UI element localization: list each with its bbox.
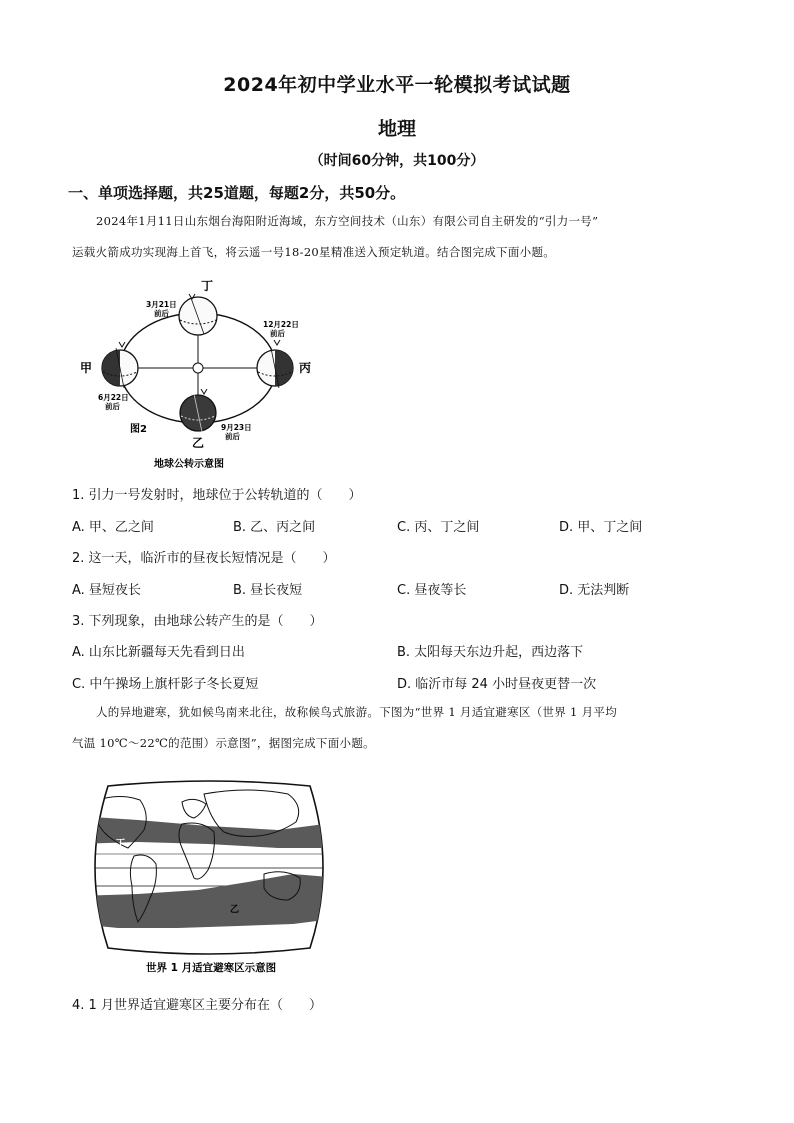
earth-yi-icon	[180, 389, 216, 432]
question-3-stem: 3. 下列现象，由地球公转产生的是（ ）	[72, 614, 323, 629]
earth-ding-icon	[179, 294, 217, 335]
passage-1-line-2: 运载火箭成功实现海上首飞，将云遥一号18-20星精准送入预定轨道。结合图完成下面小题。	[72, 245, 556, 259]
earth-jia-icon	[102, 342, 138, 390]
question-2-option-d[interactable]: D. 无法判断	[559, 583, 630, 598]
question-1-stem: 1. 引力一号发射时，地球位于公转轨道的（ ）	[72, 488, 362, 503]
time-note: （时间60分钟，共100分）	[309, 153, 485, 169]
question-3-option-a[interactable]: A. 山东比新疆每天先看到日出	[72, 645, 245, 660]
figure-2-caption: 世界 1 月适宜避寒区示意图	[146, 962, 277, 974]
date-dec-sub: 前后	[270, 329, 285, 338]
exam-title: 2024年初中学业水平一轮模拟考试试题	[223, 74, 571, 96]
subject-title: 地理	[377, 118, 416, 140]
label-yi: 乙	[192, 436, 205, 450]
question-2-option-c[interactable]: C. 昼夜等长	[397, 583, 467, 598]
question-3-option-c[interactable]: C. 中午操场上旗杆影子冬长夏短	[72, 677, 259, 692]
label-bing: 丙	[299, 361, 312, 375]
question-1-option-c[interactable]: C. 丙、丁之间	[397, 520, 480, 535]
question-3-option-b[interactable]: B. 太阳每天东边升起，西边落下	[397, 645, 584, 660]
figure-number: 图2	[130, 424, 147, 435]
date-mar: 3月21日	[146, 300, 177, 309]
map-label-yi: 乙	[230, 905, 240, 915]
question-2-stem: 2. 这一天，临沂市的昼夜长短情况是（ ）	[72, 551, 336, 566]
passage-1	[72, 206, 732, 268]
date-sep-sub: 前后	[225, 432, 240, 441]
question-4-stem: 4. 1 月世界适宜避寒区主要分布在（ ）	[72, 998, 322, 1013]
date-jun-sub: 前后	[105, 402, 120, 411]
question-1-option-b[interactable]: B. 乙、丙之间	[233, 520, 316, 535]
question-2-option-a[interactable]: A. 昼短夜长	[72, 583, 141, 598]
date-mar-sub: 前后	[154, 309, 169, 318]
label-jia: 甲	[80, 361, 93, 375]
passage-2	[72, 697, 732, 759]
date-jun: 6月22日	[98, 393, 129, 402]
question-1-option-a[interactable]: A. 甲、乙之间	[72, 520, 154, 535]
question-3-option-d[interactable]: D. 临沂市每 24 小时昼夜更替一次	[397, 677, 597, 692]
date-sep: 9月23日	[221, 423, 252, 432]
map-label-ding: 丁	[116, 839, 126, 849]
section-heading: 一、单项选择题，共25道题，每题2分，共50分。	[68, 184, 406, 202]
label-ding: 丁	[201, 279, 214, 293]
figure-1-caption: 地球公转示意图	[154, 459, 224, 470]
passage-1-line-1: 2024年1月11日山东烟台海阳附近海域，东方空间技术（山东）有限公司自主研发的“引力一号”	[96, 214, 599, 228]
date-dec: 12月22日	[263, 320, 299, 329]
earth-revolution-figure	[78, 276, 328, 472]
question-1-option-d[interactable]: D. 甲、丁之间	[559, 520, 643, 535]
passage-2-line-1: 人的异地避寒，犹如候鸟南来北往，故称候鸟式旅游。下图为“世界 1 月适宜避寒区（世界 1 月平均	[96, 705, 618, 719]
earth-bing-icon	[257, 340, 295, 390]
world-map-figure	[78, 778, 340, 978]
question-2-option-b[interactable]: B. 昼长夜短	[233, 583, 303, 598]
passage-2-line-2: 气温 10℃～22℃的范围）示意图”，据图完成下面小题。	[72, 736, 375, 750]
